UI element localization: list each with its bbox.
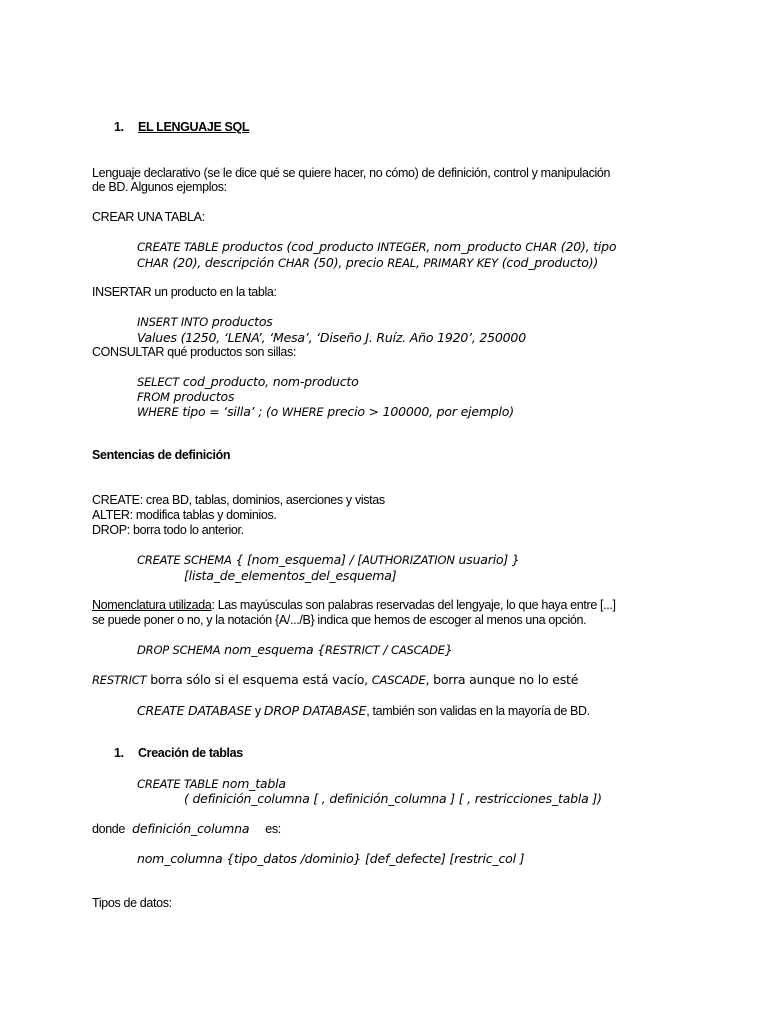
restrict-cascade-note: RESTRICT borra sólo si el esquema está vacío, CASCADE, borra aunque no lo esté <box>92 672 579 687</box>
intro-line-1: Lenguaje declarativo (se le dice qué se quiere hacer, no cómo) de definición, control y manipulación <box>92 166 611 180</box>
section-heading-tablas <box>114 746 243 761</box>
insert-code-line-2: Values (1250, ‘LENA’, ‘Mesa’, ‘Diseño J. Ruíz. Año 1920’, 250000 <box>137 330 526 345</box>
definicion-heading: Sentencias de definición <box>92 448 231 462</box>
intro-line-2: de BD. Algunos ejemplos: <box>92 180 227 194</box>
create-table-code-line-2: CHAR (20), descripción CHAR (50), precio REAL, PRIMARY KEY (cod_producto)) <box>137 255 599 270</box>
nomenclatura-label: Nomenclatura utilizada <box>92 598 212 612</box>
tipos-de-datos-label: Tipos de datos: <box>92 896 172 910</box>
select-code-line-2: FROM productos <box>137 389 235 404</box>
select-code-line-3: WHERE tipo = ‘silla’ ; (o WHERE precio > 100000, por ejemplo) <box>137 404 514 419</box>
select-code-line-1: SELECT cod_producto, nom-producto <box>137 374 359 389</box>
create-table-syntax-line-2: ( definición_columna [ , definición_columna ] [ , restricciones_tabla ]) <box>184 791 602 806</box>
heading-number: 1. <box>114 746 124 760</box>
database-note: CREATE DATABASE y DROP DATABASE, también son validas en la mayoría de BD. <box>137 703 590 718</box>
drop-description: DROP: borra todo lo anterior. <box>92 523 244 537</box>
create-table-syntax-line-1: CREATE TABLE nom_tabla <box>137 776 286 791</box>
consultar-label: CONSULTAR qué productos son sillas: <box>92 345 297 359</box>
donde-line: donde definición_columna es: <box>92 821 281 836</box>
create-table-code-line-1: CREATE TABLE productos (cod_producto INTEGER, nom_producto CHAR (20), tipo <box>137 239 617 254</box>
columna-definition-code: nom_columna {tipo_datos /dominio} [def_defecte] [restric_col ] <box>137 851 525 866</box>
nomenclatura-line-2: se puede poner o no, y la notación {A/.../B} indica que hemos de escoger al menos una opción. <box>92 613 587 627</box>
heading-title: Creación de tablas <box>138 746 243 760</box>
create-description: CREATE: crea BD, tablas, dominios, aserciones y vistas <box>92 493 385 507</box>
insertar-label: INSERTAR un producto en la tabla: <box>92 285 277 299</box>
drop-schema-code: DROP SCHEMA nom_esquema {RESTRICT / CASCADE} <box>137 642 453 657</box>
alter-description: ALTER: modifica tablas y dominios. <box>92 508 277 522</box>
create-schema-code-line-2: [lista_de_elementos_del_esquema] <box>184 568 397 583</box>
section-heading-sql <box>114 120 250 135</box>
nomenclatura-line-1: Nomenclatura utilizada: Las mayúsculas son palabras reservadas del lengyaje, lo que haya entre [...] <box>92 598 616 612</box>
crear-tabla-label: CREAR UNA TABLA: <box>92 210 205 224</box>
heading-number: 1. <box>114 120 124 134</box>
heading-title: EL LENGUAJE SQL <box>138 120 250 134</box>
insert-code-line-1: INSERT INTO productos <box>137 314 273 329</box>
create-schema-code-line-1: CREATE SCHEMA { [nom_esquema] / [AUTHORIZATION usuario] } <box>137 552 520 567</box>
